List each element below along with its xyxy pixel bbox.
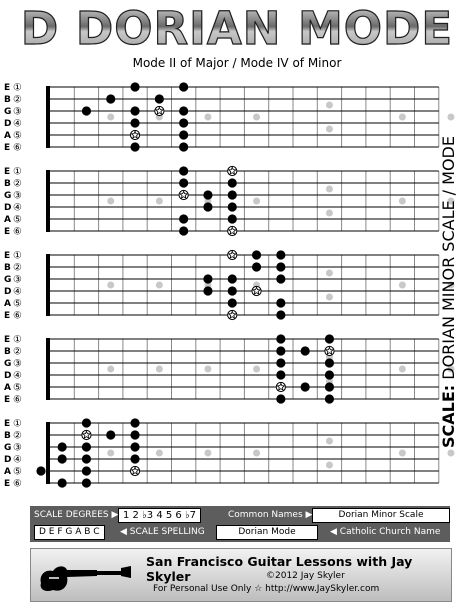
note-dot: [228, 202, 237, 211]
common-names-value: Dorian Minor Scale: [312, 508, 450, 523]
string-letter-label: E: [4, 419, 11, 429]
note-dot: [130, 418, 139, 427]
note-dot: [228, 178, 237, 187]
string-number-label: ③: [13, 358, 22, 370]
fret-inlay-marker: [399, 366, 406, 373]
string-letter-label: E: [4, 143, 11, 153]
fret-inlay-marker: [253, 366, 260, 373]
string-number-label: ④: [13, 118, 22, 130]
fret-inlay-marker: [326, 462, 333, 469]
fret-inlay-marker: [253, 450, 260, 457]
string-letter-label: B: [4, 263, 11, 273]
note-dot: [228, 214, 237, 223]
string-number-label: ②: [13, 430, 22, 442]
fret-inlay-marker: [204, 366, 211, 373]
string-number-label: ⑥: [13, 394, 22, 406]
fret-inlay-marker: [253, 198, 260, 205]
note-dot: [130, 82, 139, 91]
string-number-label: ⑥: [13, 310, 22, 322]
footer-copyright: ©2012 Jay Skyler: [266, 571, 345, 581]
fret-inlay-marker: [156, 366, 163, 373]
note-dot: [228, 298, 237, 307]
note-dot: [276, 274, 285, 283]
scale-degrees-label: SCALE DEGREES ▶: [34, 510, 119, 520]
fret-inlay-marker: [204, 114, 211, 121]
string-number-label: ⑤: [13, 130, 22, 142]
note-dot: [106, 94, 115, 103]
note-dot: [106, 430, 115, 439]
string-number-label: ①: [13, 334, 22, 346]
string-number-label: ②: [13, 178, 22, 190]
note-dot: [58, 478, 67, 487]
string-number-label: ③: [13, 190, 22, 202]
string-letter-label: E: [4, 83, 11, 93]
nut-bar: [46, 170, 50, 232]
scale-spelling-value: D E F G A B C: [34, 525, 105, 540]
note-dot: [179, 130, 188, 139]
string-letter-label: E: [4, 251, 11, 261]
common-names-label: Common Names ▶: [228, 510, 313, 520]
church-name-label: ◀ Catholic Church Name: [330, 527, 441, 537]
string-letter-label: E: [4, 167, 11, 177]
note-dot: [276, 310, 285, 319]
string-letter-label: A: [4, 299, 11, 309]
note-dot: [276, 346, 285, 355]
note-dot: [228, 190, 237, 199]
note-dot: [58, 454, 67, 463]
fret-inlay-marker: [204, 450, 211, 457]
string-letter-label: D: [4, 371, 12, 381]
fret-inlay-marker: [326, 102, 333, 109]
string-letter-label: B: [4, 179, 11, 189]
fret-inlay-marker: [156, 198, 163, 205]
string-number-label: ①: [13, 250, 22, 262]
nut-bar: [46, 254, 50, 316]
string-letter-label: G: [4, 275, 12, 285]
note-dot: [179, 226, 188, 235]
note-dot: [203, 190, 212, 199]
string-letter-label: E: [4, 335, 11, 345]
guitar-icon: [37, 553, 132, 597]
string-letter-label: E: [4, 395, 11, 405]
fret-inlay-marker: [253, 114, 260, 121]
note-dot: [203, 202, 212, 211]
fret-inlay-marker: [156, 450, 163, 457]
string-number-label: ②: [13, 94, 22, 106]
string-number-label: ⑤: [13, 382, 22, 394]
note-dot: [301, 382, 310, 391]
string-number-label: ③: [13, 442, 22, 454]
note-dot: [301, 346, 310, 355]
string-letter-label: A: [4, 383, 11, 393]
nut-bar: [46, 422, 50, 484]
note-dot: [130, 442, 139, 451]
note-dot: [276, 370, 285, 379]
string-letter-label: A: [4, 215, 11, 225]
note-dot: [130, 454, 139, 463]
string-letter-label: G: [4, 443, 12, 453]
fret-inlay-marker: [107, 282, 114, 289]
string-letter-label: E: [4, 311, 11, 321]
string-letter-label: G: [4, 107, 12, 117]
string-number-label: ①: [13, 166, 22, 178]
note-dot: [179, 118, 188, 127]
scale-spelling-label: ◀ SCALE SPELLING: [120, 527, 205, 537]
string-number-label: ③: [13, 274, 22, 286]
note-dot: [82, 442, 91, 451]
note-dot: [130, 118, 139, 127]
side-label-bold: SCALE:: [439, 384, 458, 448]
note-dot: [252, 250, 261, 259]
fret-inlay-marker: [399, 198, 406, 205]
fret-inlay-marker: [107, 198, 114, 205]
note-dot: [276, 358, 285, 367]
note-dot: [325, 334, 334, 343]
string-number-label: ④: [13, 454, 22, 466]
mode-name-value: Dorian Mode: [216, 525, 318, 540]
fret-inlay-marker: [326, 270, 333, 277]
fret-inlay-marker: [156, 282, 163, 289]
note-dot: [130, 106, 139, 115]
string-letter-label: B: [4, 431, 11, 441]
string-number-label: ⑥: [13, 478, 22, 490]
note-dot: [130, 430, 139, 439]
string-number-label: ③: [13, 106, 22, 118]
string-letter-label: D: [4, 203, 12, 213]
note-dot: [252, 262, 261, 271]
nut-bar: [46, 86, 50, 148]
fret-inlay-marker: [107, 366, 114, 373]
string-number-label: ①: [13, 418, 22, 430]
nut-bar: [46, 338, 50, 400]
string-number-label: ⑤: [13, 214, 22, 226]
string-letter-label: B: [4, 347, 11, 357]
fret-inlay-marker: [326, 294, 333, 301]
note-dot: [179, 106, 188, 115]
footer-title: San Francisco Guitar Lessons with Jay Skyler: [146, 554, 413, 584]
string-letter-label: A: [4, 467, 11, 477]
note-dot: [82, 454, 91, 463]
note-dot: [325, 358, 334, 367]
page-title: D DORIAN MODE: [0, 4, 474, 54]
string-number-label: ⑥: [13, 226, 22, 238]
string-number-label: ④: [13, 202, 22, 214]
fret-inlay-marker: [326, 186, 333, 193]
string-letter-label: D: [4, 119, 12, 129]
note-dot: [276, 250, 285, 259]
string-number-label: ④: [13, 370, 22, 382]
note-dot: [203, 274, 212, 283]
fret-inlay-marker: [399, 114, 406, 121]
note-dot: [179, 166, 188, 175]
side-label: [438, 120, 460, 465]
note-dot: [36, 466, 45, 475]
fret-inlay-marker: [399, 282, 406, 289]
note-dot: [325, 394, 334, 403]
fret-inlay-marker: [326, 210, 333, 217]
note-dot: [58, 442, 67, 451]
note-dot: [155, 94, 164, 103]
fret-inlay-marker: [107, 450, 114, 457]
footer-url: For Personal Use Only ☆ http://www.JaySkyler.com: [153, 584, 380, 594]
string-letter-label: D: [4, 287, 12, 297]
string-number-label: ④: [13, 286, 22, 298]
note-dot: [276, 394, 285, 403]
note-dot: [325, 382, 334, 391]
note-dot: [203, 286, 212, 295]
note-dot: [179, 142, 188, 151]
note-dot: [325, 370, 334, 379]
fret-inlay-marker: [326, 438, 333, 445]
note-dot: [179, 178, 188, 187]
string-letter-label: E: [4, 479, 11, 489]
string-letter-label: E: [4, 227, 11, 237]
note-dot: [130, 142, 139, 151]
fret-inlay-marker: [107, 114, 114, 121]
note-dot: [276, 262, 285, 271]
scale-degrees-value: 1 2 ♭3 4 5 6 ♭7: [118, 508, 201, 523]
note-dot: [82, 106, 91, 115]
note-dot: [82, 418, 91, 427]
legend-panel: [30, 506, 450, 542]
string-number-label: ⑤: [13, 298, 22, 310]
note-dot: [179, 214, 188, 223]
string-number-label: ①: [13, 82, 22, 94]
string-letter-label: B: [4, 95, 11, 105]
string-number-label: ②: [13, 262, 22, 274]
note-dot: [179, 82, 188, 91]
string-letter-label: A: [4, 131, 11, 141]
note-dot: [276, 334, 285, 343]
string-letter-label: G: [4, 359, 12, 369]
note-dot: [82, 478, 91, 487]
string-number-label: ②: [13, 346, 22, 358]
page-subtitle: Mode II of Major / Mode IV of Minor: [132, 56, 342, 70]
fret-inlay-marker: [399, 450, 406, 457]
note-dot: [228, 286, 237, 295]
string-number-label: ⑥: [13, 142, 22, 154]
note-dot: [82, 466, 91, 475]
string-letter-label: G: [4, 191, 12, 201]
footer-banner: [30, 548, 452, 602]
side-label-text: DORIAN MINOR SCALE / MODE: [439, 136, 458, 385]
note-dot: [228, 274, 237, 283]
note-dot: [276, 298, 285, 307]
fret-inlay-marker: [326, 126, 333, 133]
string-number-label: ⑤: [13, 466, 22, 478]
string-letter-label: D: [4, 455, 12, 465]
